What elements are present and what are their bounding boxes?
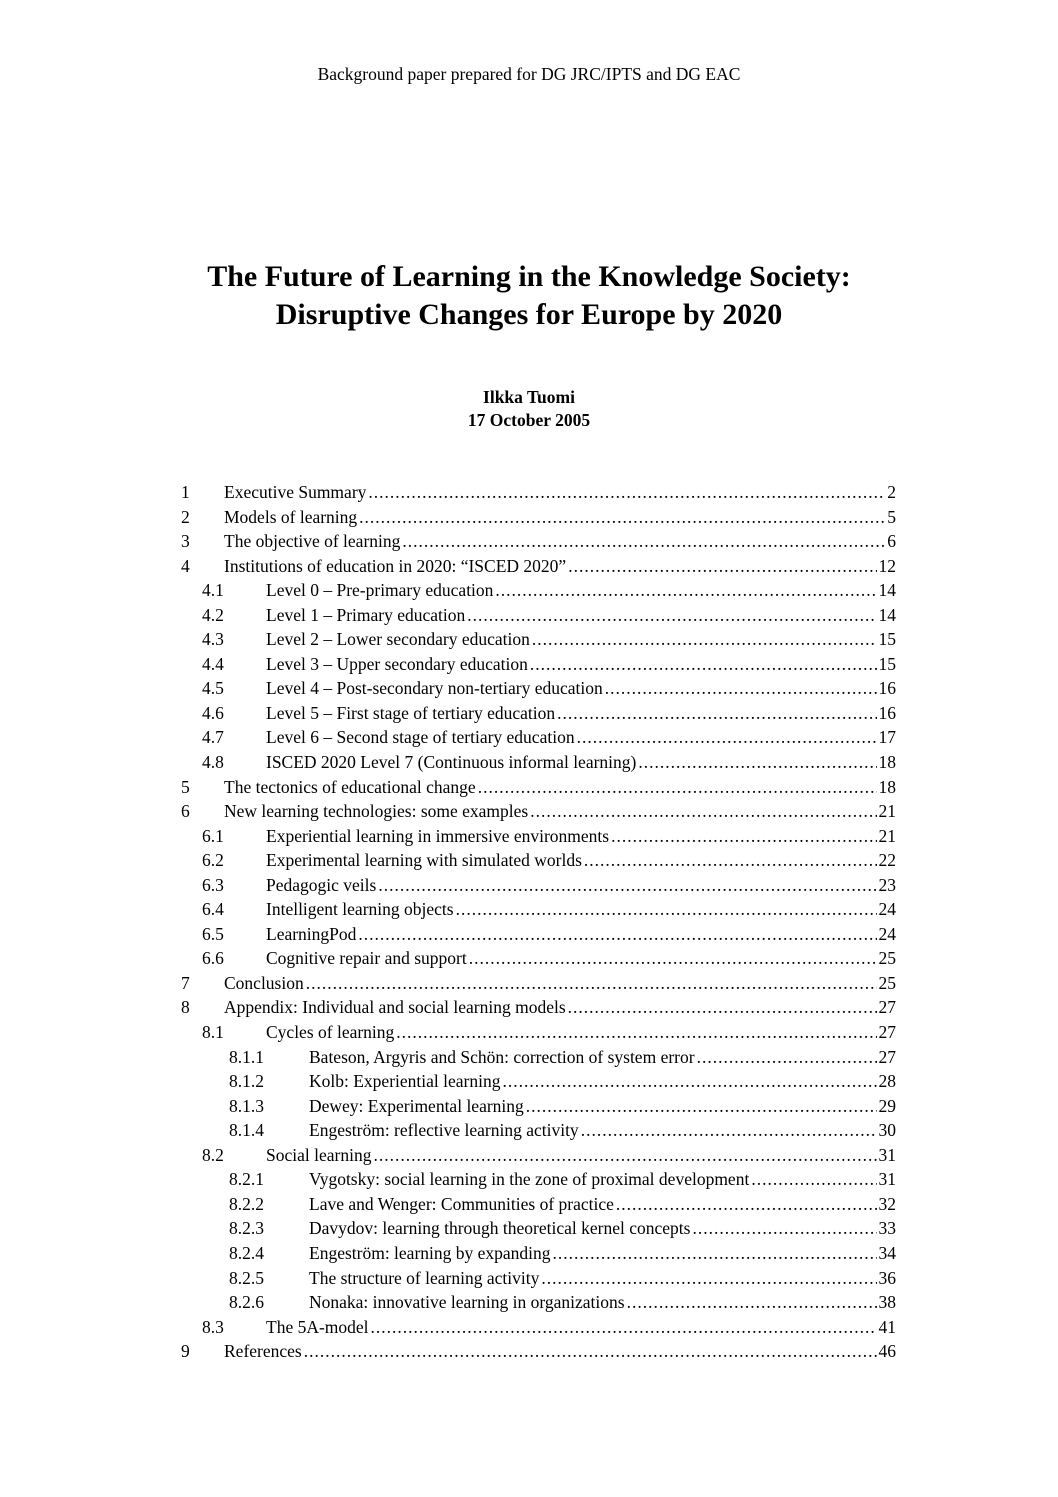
toc-entry-page[interactable]: 16 [878,678,896,699]
toc-entry-page[interactable]: 24 [878,899,896,920]
toc-entry-number: 2 [181,506,190,527]
title-line-1: The Future of Learning in the Knowledge Society: [207,260,851,293]
toc-entry-page[interactable]: 6 [887,531,896,552]
toc-entry[interactable] [0,897,1058,922]
toc-entry-body[interactable] [224,1339,896,1364]
toc-entry-page[interactable]: 27 [878,1046,896,1067]
toc-entry-body[interactable] [224,480,896,505]
toc-entry-number: 5 [181,776,190,797]
toc-entry[interactable] [0,701,1058,726]
toc-entry[interactable] [0,824,1058,849]
toc-dot-leader [553,1241,877,1266]
toc-entry-number: 6.5 [202,923,224,944]
toc-entry[interactable] [0,922,1058,947]
toc-dot-leader [526,1094,877,1119]
toc-entry[interactable] [0,554,1058,579]
toc-entry-body[interactable] [224,529,896,554]
toc-entry-number: 4.7 [202,727,224,748]
toc-entry[interactable] [0,505,1058,530]
toc-entry-page[interactable]: 36 [878,1267,896,1288]
toc-entry-number: 8.2.1 [229,1169,264,1190]
toc-entry-number: 6.1 [202,825,224,846]
toc-entry-number: 6.4 [202,899,224,920]
toc-entry[interactable] [0,480,1058,505]
toc-entry-number: 7 [181,972,190,993]
toc-entry-body[interactable] [224,799,896,824]
toc-entry-title[interactable]: Level 2 – Lower secondary education [266,629,530,650]
toc-entry[interactable] [0,1069,1058,1094]
toc-entry-body[interactable] [266,897,896,922]
toc-entry-title[interactable]: Institutions of education in 2020: “ISCED 2020” [224,555,567,576]
toc-entry-number: 6 [181,801,190,822]
toc-entry[interactable] [0,1266,1058,1291]
toc-entry-number: 8.2.4 [229,1242,264,1263]
toc-entry-page[interactable]: 29 [878,1095,896,1116]
toc-dot-leader [378,873,876,898]
toc-entry-page[interactable]: 14 [878,604,896,625]
toc-dot-leader [373,1143,876,1168]
toc-dot-leader [368,480,885,505]
toc-entry-body[interactable] [224,971,896,996]
toc-entry-title[interactable]: Level 3 – Upper secondary education [266,653,528,674]
toc-entry[interactable] [0,848,1058,873]
toc-entry-page[interactable]: 15 [878,629,896,650]
toc-entry-page[interactable]: 28 [878,1071,896,1092]
toc-dot-leader [611,824,876,849]
toc-entry-title[interactable]: Level 4 – Post-secondary non-tertiary education [266,678,603,699]
toc-entry[interactable] [0,1118,1058,1143]
toc-entry-body[interactable] [309,1192,896,1217]
toc-entry-title[interactable]: Dewey: Experimental learning [309,1095,524,1116]
toc-entry-title[interactable]: The tectonics of educational change [224,776,476,797]
toc-entry-number: 6.6 [202,948,224,969]
toc-entry-number: 1 [181,482,190,502]
toc-entry-body[interactable] [266,922,896,947]
toc-entry[interactable] [0,1339,1058,1364]
toc-dot-leader [467,603,876,628]
toc-entry[interactable] [0,1192,1058,1217]
toc-entry-page[interactable]: 38 [878,1292,896,1313]
toc-entry-title[interactable]: Models of learning [224,506,358,527]
toc-entry-number: 4.2 [202,604,224,625]
toc-dot-leader [530,652,877,677]
toc-entry-page[interactable]: 18 [878,776,896,797]
toc-dot-leader [568,995,877,1020]
toc-entry-page[interactable]: 21 [878,801,896,822]
toc-entry[interactable] [0,946,1058,971]
toc-entry-body[interactable] [266,701,896,726]
toc-entry-number: 8.2.3 [229,1218,264,1239]
toc-entry-title[interactable]: Cycles of learning [266,1022,395,1043]
toc-entry-page[interactable]: 24 [878,923,896,944]
toc-entry-number: 3 [181,531,190,552]
toc-dot-leader [577,725,877,750]
toc-entry-number: 4.6 [202,702,224,723]
toc-entry-title[interactable]: Social learning [266,1144,372,1165]
toc-entry-body[interactable] [309,1216,896,1241]
toc-entry-number: 8.1.2 [229,1071,264,1092]
toc-entry-title[interactable]: Appendix: Individual and social learning models [224,997,566,1018]
toc-entry-page[interactable]: 41 [878,1316,896,1337]
toc-dot-leader [396,1020,876,1045]
toc-entry[interactable] [0,725,1058,750]
toc-dot-leader [692,1216,876,1241]
toc-dot-leader [371,1315,877,1340]
toc-entry[interactable] [0,1094,1058,1119]
toc-entry-body[interactable] [266,676,896,701]
toc-entry-page[interactable]: 14 [878,580,896,601]
title-line-2: Disruptive Changes for Europe by 2020 [275,298,783,331]
toc-entry-title[interactable]: Conclusion [224,972,304,993]
toc-dot-leader [478,775,877,800]
toc-entry-number: 4.3 [202,629,224,650]
toc-entry-body[interactable] [266,725,896,750]
toc-entry-body[interactable] [309,1118,896,1143]
toc-dot-leader [402,529,885,554]
toc-entry-body[interactable] [266,1315,896,1340]
toc-entry-title[interactable]: References [224,1341,302,1362]
toc-entry-number: 4.5 [202,678,224,699]
toc-entry-title[interactable]: LearningPod [266,923,357,944]
toc-dot-leader [306,971,877,996]
toc-entry[interactable] [0,1290,1058,1315]
toc-entry-body[interactable] [224,775,896,800]
toc-entry-page[interactable]: 27 [878,1022,896,1043]
toc-entry-title[interactable]: Cognitive repair and support [266,948,467,969]
page-header: Background paper prepared for DG JRC/IPTS and DG EAC [317,64,741,84]
toc-dot-leader [495,578,876,603]
toc-entry-body[interactable] [309,1290,896,1315]
toc-entry-title[interactable]: Bateson, Argyris and Schön: correction of system error [309,1046,695,1067]
toc-entry-title[interactable]: Pedagogic veils [266,874,377,895]
toc-entry-body[interactable] [266,848,896,873]
toc-entry-title[interactable]: Level 1 – Primary education [266,604,466,625]
toc-entry[interactable] [0,1020,1058,1045]
toc-entry[interactable] [0,995,1058,1020]
toc-entry[interactable] [0,529,1058,554]
toc-entry-page[interactable]: 12 [878,555,896,576]
toc-entry-body[interactable] [266,1143,896,1168]
toc-dot-leader [502,1069,876,1094]
toc-entry[interactable] [0,652,1058,677]
toc-entry-body[interactable] [224,995,896,1020]
toc-entry-number: 4 [181,555,190,576]
toc-entry-page[interactable]: 21 [878,825,896,846]
toc-entry-title[interactable]: Davydov: learning through theoretical kernel concepts [309,1218,691,1239]
toc-entry[interactable] [0,1045,1058,1070]
toc-entry-title[interactable]: Kolb: Experiential learning [309,1071,501,1092]
toc-entry[interactable] [0,676,1058,701]
toc-entry-number: 8.1 [202,1022,224,1043]
toc-entry-number: 8 [181,997,190,1018]
toc-entry[interactable] [0,578,1058,603]
toc-entry-title[interactable]: Level 0 – Pre-primary education [266,580,494,601]
toc-entry-page[interactable]: 5 [887,506,896,527]
toc-entry-number: 8.2.2 [229,1193,264,1214]
toc-entry-number: 4.8 [202,752,224,773]
toc-entry-body[interactable] [309,1094,896,1119]
toc-entry-page[interactable]: 46 [878,1341,896,1362]
author-name: Ilkka Tuomi [483,387,575,407]
toc-entry-body[interactable] [266,627,896,652]
table-of-contents [0,480,1058,1364]
toc-entry-page[interactable]: 25 [878,972,896,993]
toc-entry-title[interactable]: Level 5 – First stage of tertiary education [266,702,556,723]
toc-entry-page[interactable]: 18 [878,752,896,773]
toc-entry-number: 8.2.5 [229,1267,264,1288]
toc-dot-leader [541,1266,876,1291]
toc-entry[interactable] [0,1167,1058,1192]
toc-dot-leader [456,897,877,922]
toc-entry-page[interactable]: 30 [878,1120,896,1141]
toc-entry[interactable] [0,750,1058,775]
toc-entry[interactable] [0,1216,1058,1241]
toc-entry-title[interactable]: Vygotsky: social learning in the zone of proximal development [309,1169,750,1190]
toc-entry-title[interactable]: Experimental learning with simulated worlds [266,850,582,871]
toc-entry-number: 8.1.1 [229,1046,264,1067]
toc-entry-title[interactable]: New learning technologies: some examples [224,801,529,822]
toc-entry-number: 4.1 [202,580,224,601]
toc-entry-body[interactable] [309,1045,896,1070]
toc-dot-leader [638,750,876,775]
toc-dot-leader [557,701,876,726]
toc-dot-leader [568,554,876,579]
document-date: 17 October 2005 [467,410,591,430]
toc-dot-leader [359,505,885,530]
toc-dot-leader [751,1167,876,1192]
document-title [0,258,1058,334]
toc-entry-title[interactable]: Nonaka: innovative learning in organizations [309,1292,625,1313]
toc-entry-page[interactable]: 34 [878,1242,896,1263]
toc-entry[interactable] [0,873,1058,898]
toc-entry-title[interactable]: The 5A-model [266,1316,369,1337]
toc-entry-page[interactable]: 31 [878,1169,896,1190]
toc-entry-body[interactable] [266,652,896,677]
toc-entry-page[interactable]: 33 [878,1218,896,1239]
toc-entry-page[interactable]: 31 [878,1144,896,1165]
toc-entry-number: 8.3 [202,1316,224,1337]
toc-entry-title[interactable]: Engeström: learning by expanding [309,1242,551,1263]
toc-entry-title[interactable]: Executive Summary [224,482,367,502]
toc-entry-title[interactable]: Lave and Wenger: Communities of practice [309,1193,614,1214]
toc-entry-page[interactable]: 17 [878,727,896,748]
toc-entry-body[interactable] [309,1241,896,1266]
toc-dot-leader [530,799,876,824]
toc-dot-leader [616,1192,877,1217]
toc-entry-number: 8.2 [202,1144,224,1165]
toc-entry-body[interactable] [309,1069,896,1094]
toc-entry-body[interactable] [224,554,896,579]
toc-entry-body[interactable] [266,873,896,898]
toc-dot-leader [358,922,876,947]
toc-entry-body[interactable] [266,603,896,628]
toc-entry-body[interactable] [266,824,896,849]
toc-entry-number: 9 [181,1341,190,1362]
toc-entry-title[interactable]: Level 6 – Second stage of tertiary education [266,727,575,748]
toc-entry-title[interactable]: ISCED 2020 Level 7 (Continuous informal learning) [266,752,637,773]
toc-entry-title[interactable]: The objective of learning [224,531,401,552]
toc-entry[interactable] [0,627,1058,652]
toc-entry-number: 8.1.3 [229,1095,264,1116]
toc-entry-number: 8.1.4 [229,1120,264,1141]
toc-entry-body[interactable] [266,578,896,603]
toc-entry[interactable] [0,603,1058,628]
toc-entry-number: 8.2.6 [229,1292,264,1313]
toc-entry[interactable] [0,1143,1058,1168]
toc-entry-page[interactable]: 16 [878,702,896,723]
toc-entry[interactable] [0,1315,1058,1340]
toc-dot-leader [697,1045,877,1070]
toc-entry-body[interactable] [266,750,896,775]
toc-entry-body[interactable] [309,1266,896,1291]
toc-entry[interactable] [0,971,1058,996]
toc-entry-title[interactable]: Intelligent learning objects [266,899,454,920]
toc-entry-page[interactable]: 15 [878,653,896,674]
toc-dot-leader [532,627,877,652]
toc-entry[interactable] [0,775,1058,800]
toc-entry-page[interactable]: 27 [878,997,896,1018]
toc-entry-body[interactable] [309,1167,896,1192]
toc-entry-title[interactable]: The structure of learning activity [309,1267,540,1288]
toc-dot-leader [627,1290,877,1315]
toc-dot-leader [581,1118,877,1143]
toc-entry-body[interactable] [224,505,896,530]
toc-dot-leader [584,848,877,873]
toc-entry-body[interactable] [266,946,896,971]
toc-entry[interactable] [0,799,1058,824]
toc-entry-number: 6.2 [202,850,224,871]
toc-entry-title[interactable]: Experiential learning in immersive environments [266,825,610,846]
toc-entry-number: 6.3 [202,874,224,895]
toc-entry-page[interactable]: 25 [878,948,896,969]
toc-dot-leader [304,1339,877,1364]
toc-entry-page[interactable]: 2 [887,482,896,502]
toc-entry-page[interactable]: 32 [878,1193,896,1214]
toc-entry-page[interactable]: 23 [878,874,896,895]
toc-entry-page[interactable]: 22 [878,850,896,871]
toc-dot-leader [469,946,877,971]
toc-entry-number: 4.4 [202,653,224,674]
toc-entry-title[interactable]: Engeström: reflective learning activity [309,1120,579,1141]
toc-entry-body[interactable] [266,1020,896,1045]
toc-entry[interactable] [0,1241,1058,1266]
toc-dot-leader [605,676,877,701]
